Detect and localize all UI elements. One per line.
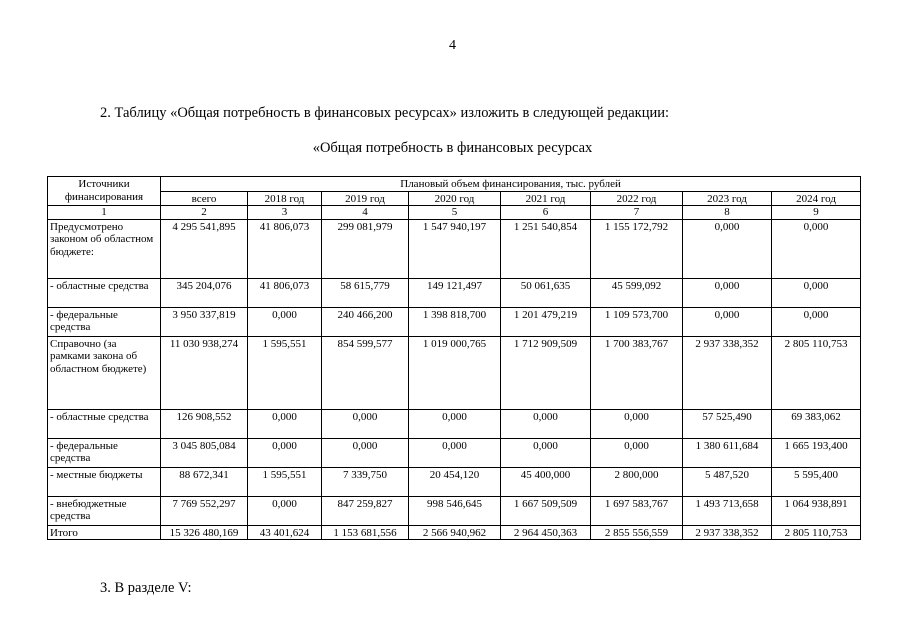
row-source: - областные средства xyxy=(48,409,161,438)
cell-value: 1 155 172,792 xyxy=(591,219,683,278)
cell-value: 11 030 938,274 xyxy=(161,336,248,409)
cell-value: 0,000 xyxy=(683,219,772,278)
cell-value: 998 546,645 xyxy=(409,496,501,525)
cell-value: 69 383,062 xyxy=(772,409,861,438)
cell-value: 0,000 xyxy=(683,307,772,336)
cell-value: 0,000 xyxy=(248,409,322,438)
cell-value: 1 595,551 xyxy=(248,336,322,409)
column-header: 2018 год xyxy=(248,191,322,206)
table-body xyxy=(48,177,861,540)
cell-value: 45 400,000 xyxy=(501,467,591,496)
cell-value: 1 109 573,700 xyxy=(591,307,683,336)
cell-value: 847 259,827 xyxy=(322,496,409,525)
column-number: 4 xyxy=(322,206,409,220)
table-row xyxy=(48,307,861,336)
cell-value: 0,000 xyxy=(322,438,409,467)
cell-value: 5 595,400 xyxy=(772,467,861,496)
cell-value: 0,000 xyxy=(248,438,322,467)
cell-value: 1 251 540,854 xyxy=(501,219,591,278)
cell-value: 15 326 480,169 xyxy=(161,525,248,540)
paragraph-3: 3. В разделе V: xyxy=(100,580,192,596)
column-number: 8 xyxy=(683,206,772,220)
cell-value: 7 769 552,297 xyxy=(161,496,248,525)
row-source: Справочно (за рамками закона об областном бюджете) xyxy=(48,336,161,409)
cell-value: 0,000 xyxy=(591,438,683,467)
row-source: - федеральные средства xyxy=(48,438,161,467)
table-row xyxy=(48,219,861,278)
header-row-years xyxy=(48,191,861,206)
planned-header: Плановый объем финансирования, тыс. рублей xyxy=(161,177,861,192)
cell-value: 1 595,551 xyxy=(248,467,322,496)
column-number: 7 xyxy=(591,206,683,220)
row-source: Итого xyxy=(48,525,161,540)
column-number: 3 xyxy=(248,206,322,220)
cell-value: 0,000 xyxy=(501,409,591,438)
cell-value: 3 950 337,819 xyxy=(161,307,248,336)
page-number: 4 xyxy=(449,38,456,53)
cell-value: 1 153 681,556 xyxy=(322,525,409,540)
total-row xyxy=(48,525,861,540)
cell-value: 45 599,092 xyxy=(591,278,683,307)
cell-value: 1 201 479,219 xyxy=(501,307,591,336)
header-row-main xyxy=(48,177,861,192)
cell-value: 126 908,552 xyxy=(161,409,248,438)
cell-value: 0,000 xyxy=(322,409,409,438)
cell-value: 2 937 338,352 xyxy=(683,336,772,409)
cell-value: 88 672,341 xyxy=(161,467,248,496)
cell-value: 57 525,490 xyxy=(683,409,772,438)
cell-value: 2 566 940,962 xyxy=(409,525,501,540)
cell-value: 0,000 xyxy=(501,438,591,467)
cell-value: 1 019 000,765 xyxy=(409,336,501,409)
cell-value: 58 615,779 xyxy=(322,278,409,307)
cell-value: 0,000 xyxy=(409,438,501,467)
cell-value: 1 547 940,197 xyxy=(409,219,501,278)
cell-value: 1 667 509,509 xyxy=(501,496,591,525)
cell-value: 1 697 583,767 xyxy=(591,496,683,525)
cell-value: 1 712 909,509 xyxy=(501,336,591,409)
column-number: 5 xyxy=(409,206,501,220)
cell-value: 0,000 xyxy=(248,496,322,525)
paragraph-2: 2. Таблицу «Общая потребность в финансовых ресурсах» изложить в следующей редакции: xyxy=(100,105,670,121)
table-title: «Общая потребность в финансовых ресурсах xyxy=(312,140,593,156)
column-header: 2020 год xyxy=(409,191,501,206)
row-source: - местные бюджеты xyxy=(48,467,161,496)
cell-value: 2 964 450,363 xyxy=(501,525,591,540)
cell-value: 2 800,000 xyxy=(591,467,683,496)
cell-value: 1 380 611,684 xyxy=(683,438,772,467)
cell-value: 0,000 xyxy=(772,278,861,307)
source-header: Источники финансирования xyxy=(48,177,161,206)
cell-value: 41 806,073 xyxy=(248,278,322,307)
cell-value: 50 061,635 xyxy=(501,278,591,307)
column-header: 2024 год xyxy=(772,191,861,206)
column-header: всего xyxy=(161,191,248,206)
cell-value: 43 401,624 xyxy=(248,525,322,540)
table-row xyxy=(48,409,861,438)
table-row xyxy=(48,336,861,409)
row-source: Предусмотрено законом об областном бюджете: xyxy=(48,219,161,278)
financing-table xyxy=(47,176,861,540)
cell-value: 299 081,979 xyxy=(322,219,409,278)
cell-value: 0,000 xyxy=(683,278,772,307)
column-header: 2023 год xyxy=(683,191,772,206)
row-source: - федеральные средства xyxy=(48,307,161,336)
cell-value: 345 204,076 xyxy=(161,278,248,307)
column-number: 6 xyxy=(501,206,591,220)
cell-value: 0,000 xyxy=(772,307,861,336)
cell-value: 854 599,577 xyxy=(322,336,409,409)
table-row xyxy=(48,438,861,467)
cell-value: 0,000 xyxy=(248,307,322,336)
cell-value: 2 855 556,559 xyxy=(591,525,683,540)
cell-value: 1 398 818,700 xyxy=(409,307,501,336)
column-header: 2019 год xyxy=(322,191,409,206)
cell-value: 2 805 110,753 xyxy=(772,336,861,409)
column-header: 2021 год xyxy=(501,191,591,206)
cell-value: 1 493 713,658 xyxy=(683,496,772,525)
cell-value: 0,000 xyxy=(591,409,683,438)
row-source: - областные средства xyxy=(48,278,161,307)
cell-value: 7 339,750 xyxy=(322,467,409,496)
cell-value: 1 665 193,400 xyxy=(772,438,861,467)
cell-value: 2 805 110,753 xyxy=(772,525,861,540)
cell-value: 0,000 xyxy=(772,219,861,278)
table-row xyxy=(48,467,861,496)
cell-value: 149 121,497 xyxy=(409,278,501,307)
column-number: 1 xyxy=(48,206,161,220)
cell-value: 4 295 541,895 xyxy=(161,219,248,278)
row-source: - внебюджетные средства xyxy=(48,496,161,525)
cell-value: 41 806,073 xyxy=(248,219,322,278)
table-row xyxy=(48,496,861,525)
cell-value: 240 466,200 xyxy=(322,307,409,336)
cell-value: 1 064 938,891 xyxy=(772,496,861,525)
cell-value: 2 937 338,352 xyxy=(683,525,772,540)
column-number: 9 xyxy=(772,206,861,220)
cell-value: 3 045 805,084 xyxy=(161,438,248,467)
cell-value: 1 700 383,767 xyxy=(591,336,683,409)
cell-value: 20 454,120 xyxy=(409,467,501,496)
column-number-row xyxy=(48,206,861,220)
column-header: 2022 год xyxy=(591,191,683,206)
cell-value: 0,000 xyxy=(409,409,501,438)
cell-value: 5 487,520 xyxy=(683,467,772,496)
table-row xyxy=(48,278,861,307)
column-number: 2 xyxy=(161,206,248,220)
